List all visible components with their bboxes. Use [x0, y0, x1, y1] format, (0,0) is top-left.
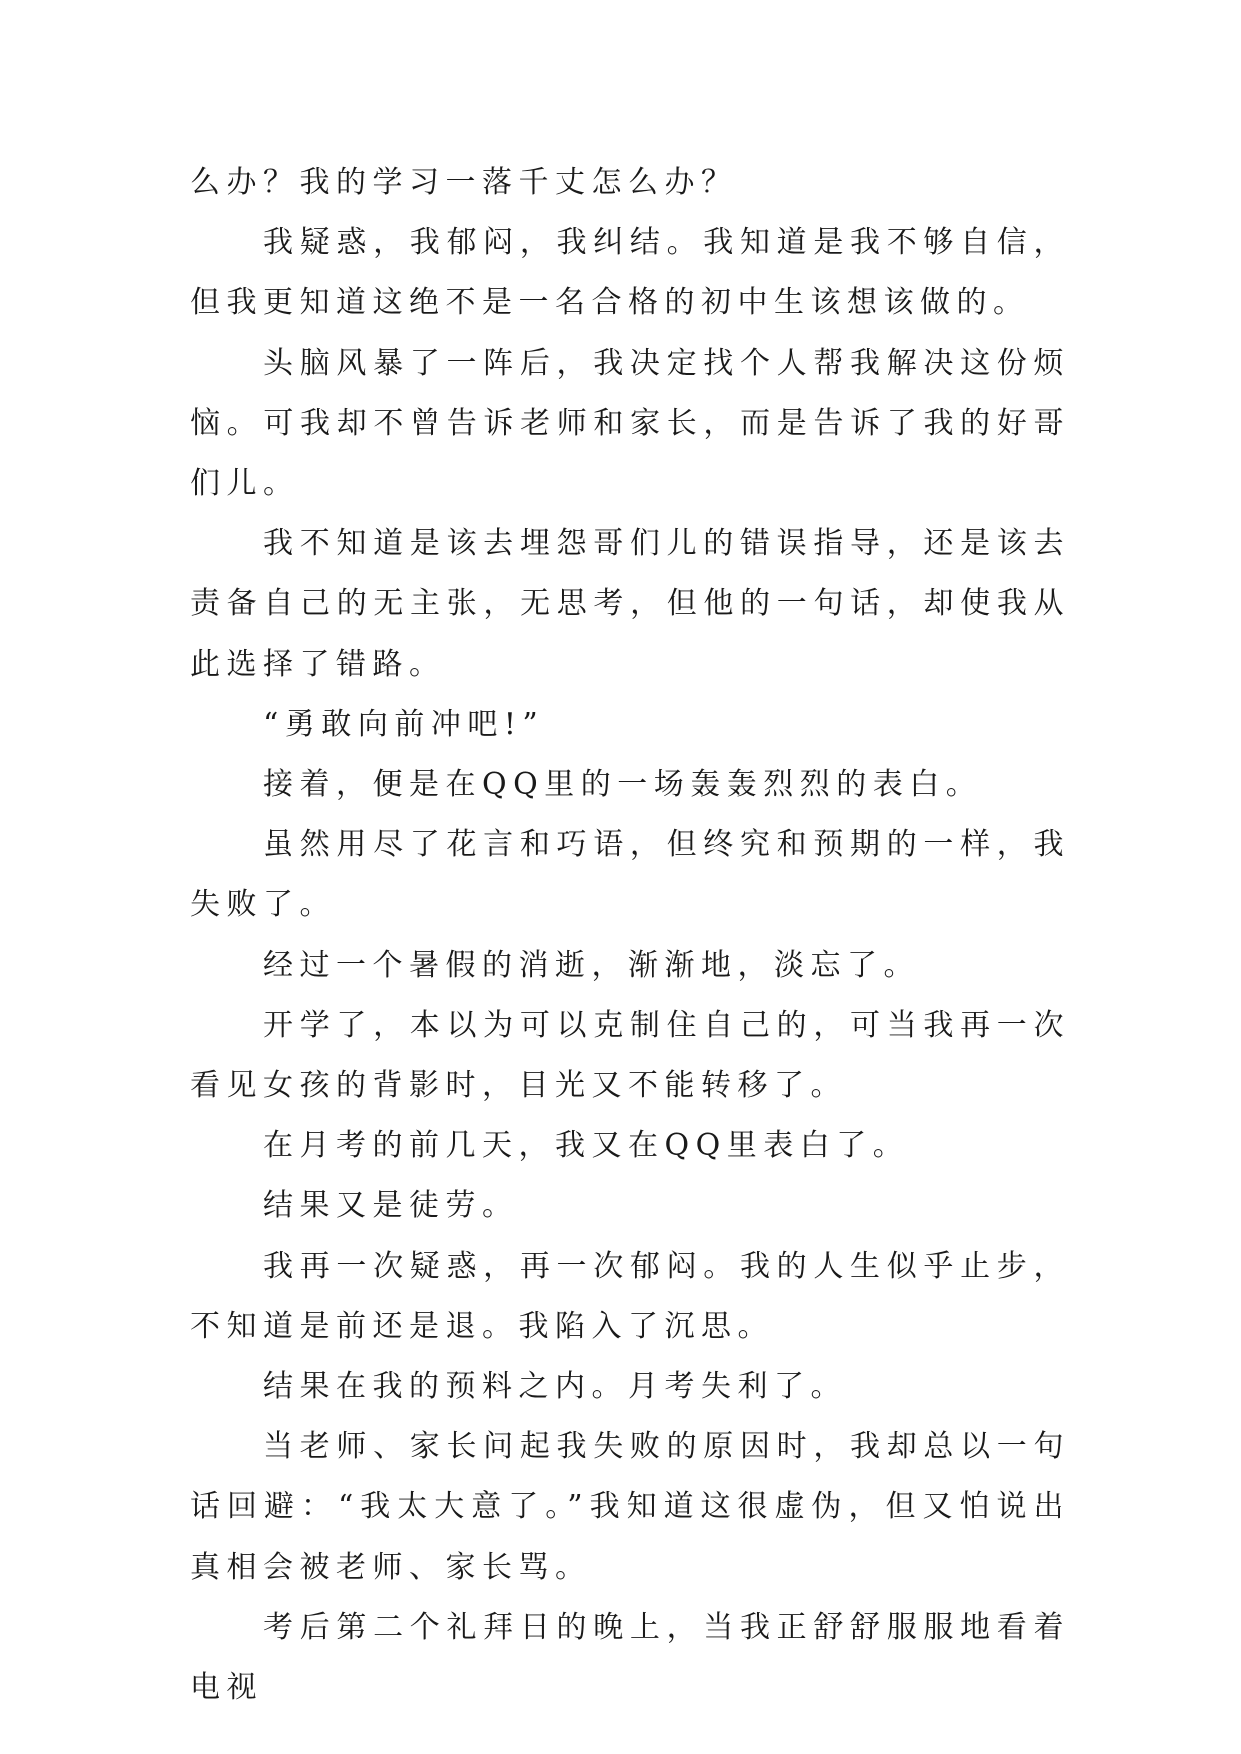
paragraph: 虽然用尽了花言和巧语，但终究和预期的一样，我失败了。 [190, 827, 1070, 923]
paragraph: 结果在我的预料之内。月考失利了。 [263, 1369, 847, 1405]
paragraph: 在月考的前几天，我又在QQ里表白了。 [263, 1128, 910, 1164]
paragraph: 考后第二个礼拜日的晚上，当我正舒舒服服地看着电视 [190, 1609, 1070, 1706]
paragraph: 么办？我的学习一落千丈怎么办？ [190, 165, 738, 200]
paragraph: 当老师、家长问起我失败的原因时，我却总以一句话回避：“我太大意了。”我知道这很虚伪，但又怕说出真相会被老师、家长骂。 [190, 1429, 1070, 1585]
paragraph: 开学了，本以为可以克制住自己的，可当我再一次看见女孩的背影时，目光又不能转移了。 [190, 1007, 1070, 1104]
paragraph: 我再一次疑惑，再一次郁闷。我的人生似乎止步，不知道是前还是退。我陷入了沉思。 [190, 1248, 1070, 1344]
paragraph: “勇敢向前冲吧!” [263, 706, 545, 742]
paragraph: 我疑惑，我郁闷，我纠结。我知道是我不够自信，但我更知道这绝不是一名合格的初中生该想该做的。 [190, 225, 1070, 321]
paragraph: 经过一个暑假的消逝，渐渐地，淡忘了。 [263, 947, 920, 983]
paragraph: 头脑风暴了一阵后，我决定找个人帮我解决这份烦恼。可我却不曾告诉老师和家长，而是告诉了我的好哥们儿。 [190, 345, 1070, 502]
document-body [190, 153, 1070, 1718]
paragraph: 接着，便是在QQ里的一场轰轰烈烈的表白。 [263, 767, 983, 803]
paragraph: 我不知道是该去埋怨哥们儿的错误指导，还是该去责备自己的无主张，无思考，但他的一句话，却使我从此选择了错路。 [190, 526, 1070, 682]
paragraph: 结果又是徒劳。 [263, 1188, 519, 1224]
